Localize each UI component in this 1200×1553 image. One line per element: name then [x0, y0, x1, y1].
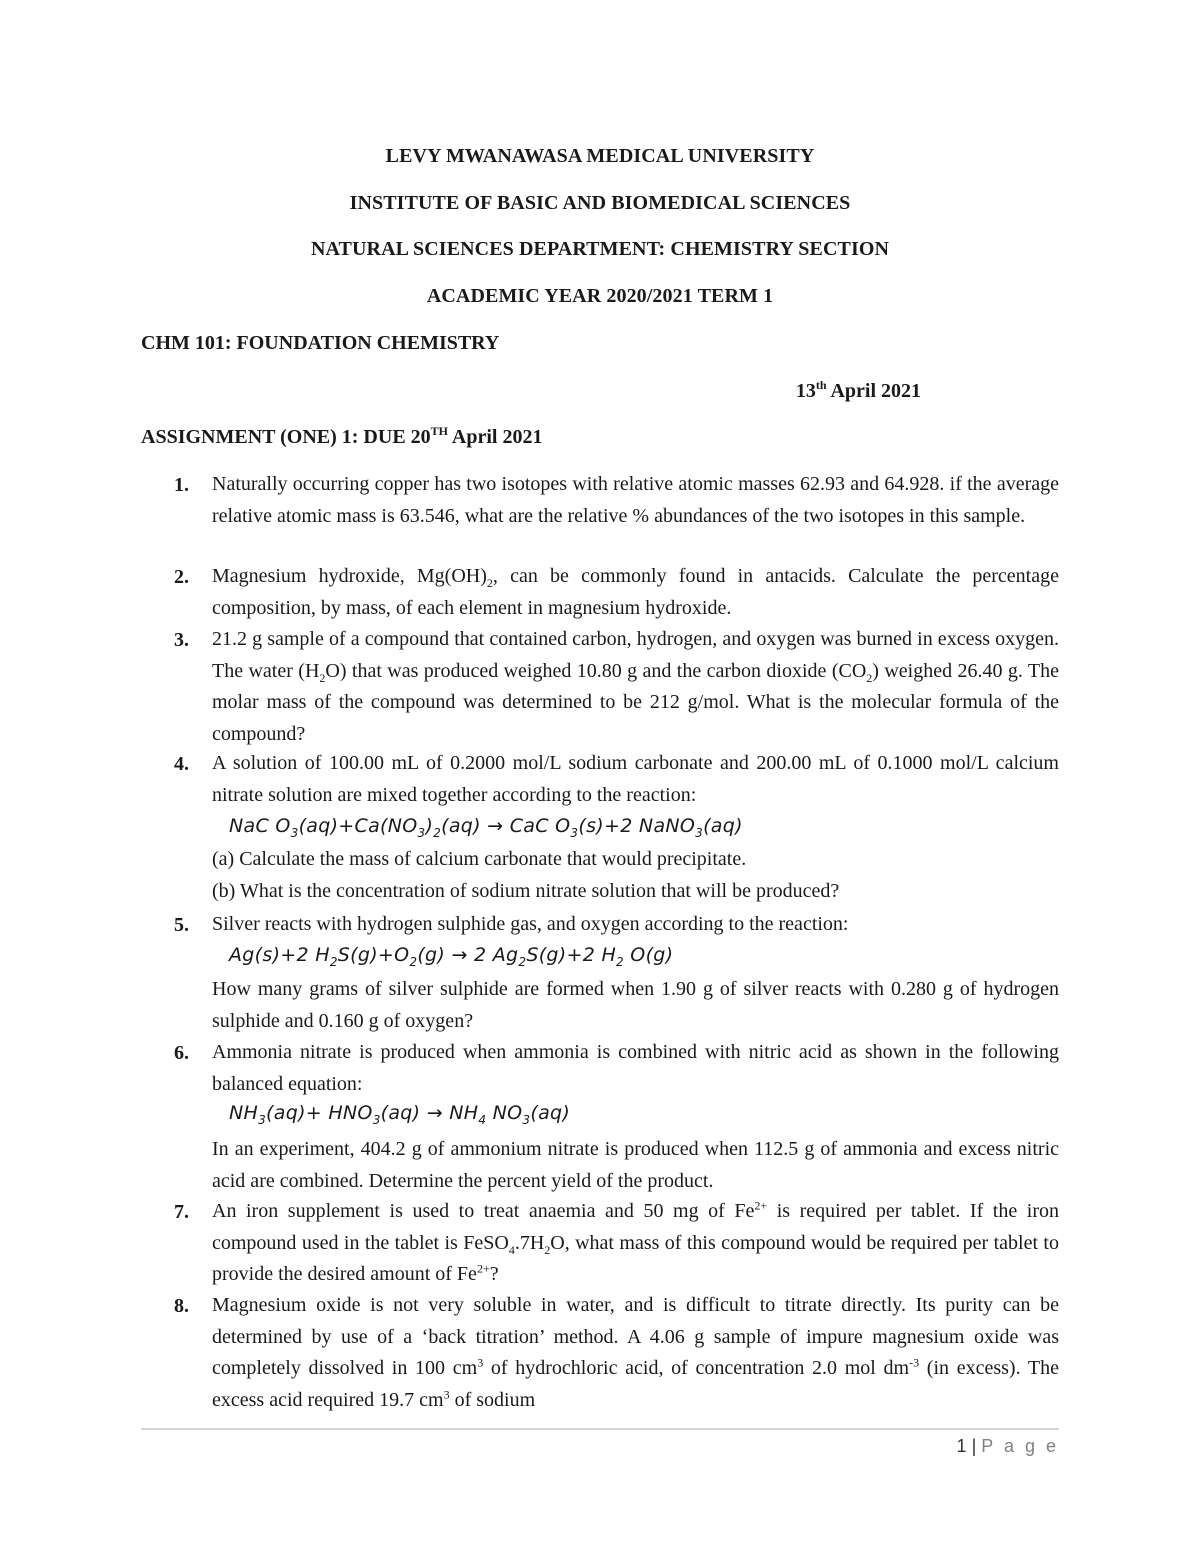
- university-name: LEVY MWANAWASA MEDICAL UNIVERSITY: [385, 145, 815, 167]
- question-4-text: A solution of 100.00 mL of 0.2000 mol/L sodium carbonate and 200.00 mL of 0.1000 mol/L calcium nitrate solution are mixed together according to the reaction:: [212, 752, 1059, 806]
- question-8-text: Magnesium oxide is not very soluble in water, and is difficult to titrate directly. Its purity can be determined by use of a ‘back titration’ method. A 4.06 g sample of impure magnesium oxide was completely dissolved in 100 $cm^3$ of hydrochloric acid, of concentration 2.0 mol $dm^{-3}$ (in excess). The excess acid required 19.7 $cm^3$ of sodium: [212, 1294, 1060, 1411]
- question-number-4: 4.: [174, 753, 189, 775]
- page-footer: [957, 1436, 1059, 1457]
- document-date: 13th April 2021: [795, 378, 921, 402]
- equation-q6: $NH_3(aq)+ HNO_3(aq) \to NH_4$ $NO_3(aq)$: [229, 1102, 571, 1127]
- assignment-heading: ASSIGNMENT (ONE) 1: DUE 20TH April 2021: [141, 424, 543, 448]
- question-2-text: Magnesium hydroxide, $Mg(OH)_2$, can be commonly found in antacids. Calculate the percentage composition, by mass, of each element in magnesium hydroxide.: [212, 565, 1059, 619]
- question-6-body: In an experiment, 404.2 g of ammonium nitrate is produced when 112.5 g of ammonia and excess nitric acid are combined. Determine the percent yield of the product.: [212, 1138, 1059, 1192]
- page-label: P a g e: [981, 1436, 1059, 1456]
- course-title: CHM 101: FOUNDATION CHEMISTRY: [141, 332, 500, 354]
- page-number: 1: [956, 1436, 967, 1456]
- question-number-7: 7.: [174, 1201, 189, 1223]
- question-4-part-b: (b) What is the concentration of sodium nitrate solution that will be produced?: [212, 880, 840, 902]
- question-1-text: Naturally occurring copper has two isotopes with relative atomic masses 62.93 and 64.928. if the average relative atomic mass is 63.546, what are the relative % abundances of the two isotopes in this sample.: [212, 473, 1059, 527]
- question-3-text: 21.2 g sample of a compound that contained carbon, hydrogen, and oxygen was burned in excess oxygen. The water $(H_2O)$ that was produced weighed 10.80 g and the carbon dioxide $(CO_2)$ weighed 26.40 g. The molar mass of the compound was determined to be 212 g/mol. What is the molecular formula of the compound?: [212, 628, 1059, 745]
- question-number-5: 5.: [174, 914, 189, 936]
- equation-q4: NaC $O_3(aq)+Ca(NO_3)_2(aq)$ → CaC $O_3(s)+2$ NaNO$_3$(aq): [229, 815, 743, 840]
- academic-year: ACADEMIC YEAR 2020/2021 TERM 1: [426, 285, 774, 307]
- question-6-text: Ammonia nitrate is produced when ammonia is combined with nitric acid as shown in the following balanced equation:: [212, 1041, 1059, 1095]
- question-number-1: 1.: [174, 474, 189, 496]
- question-number-6: 6.: [174, 1042, 189, 1064]
- department-name: NATURAL SCIENCES DEPARTMENT: CHEMISTRY SECTION: [310, 238, 890, 260]
- equation-q5: Ag(s)+2 $H_2S(g)+O_2(g) \to 2$ $Ag_2S(g)+2$ $H_2$ O(g): [229, 944, 674, 969]
- question-5-body: How many grams of silver sulphide are formed when 1.90 g of silver reacts with 0.280 g of hydrogen sulphide and 0.160 g of oxygen?: [212, 978, 1059, 1032]
- question-7-text: An iron supplement is used to treat anaemia and 50 mg of $Fe^{2+}$ is required per tablet. If the iron compound used in the tablet is $FeSO_4.7H_2O$, what mass of this compound would be required per tablet to provide the desired amount of $Fe^{2+}$?: [212, 1198, 1059, 1285]
- footer-separator: |: [971, 1436, 977, 1456]
- question-number-3: 3.: [174, 629, 189, 651]
- question-number-2: 2.: [174, 566, 189, 588]
- question-number-8: 8.: [174, 1295, 189, 1317]
- footer-divider: [141, 1428, 1059, 1430]
- question-4-part-a: (a) Calculate the mass of calcium carbonate that would precipitate.: [212, 848, 747, 870]
- institute-name: INSTITUTE OF BASIC AND BIOMEDICAL SCIENCES: [349, 192, 851, 214]
- question-5-text: Silver reacts with hydrogen sulphide gas, and oxygen according to the reaction:: [212, 913, 849, 935]
